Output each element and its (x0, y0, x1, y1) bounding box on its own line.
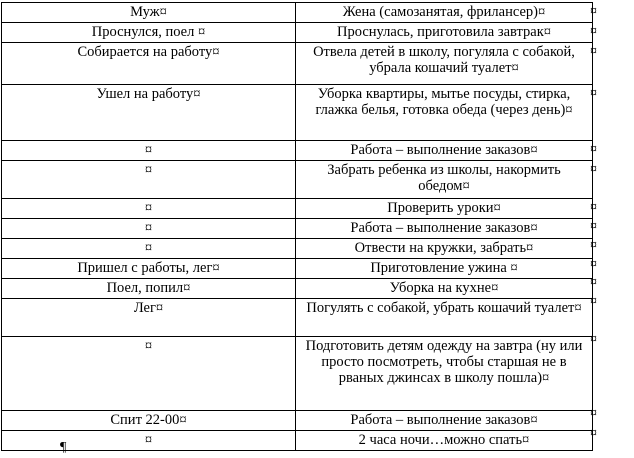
table-row (2, 259, 593, 279)
table-row (2, 431, 593, 451)
table-row (2, 199, 593, 219)
row-end-marker: ¤ (590, 142, 597, 157)
husband-cell[interactable]: Пришел с работы, лег¤ (2, 259, 296, 279)
row-end-marker: ¤ (590, 4, 597, 19)
husband-cell[interactable]: Проснулся, поел ¤ (2, 23, 296, 43)
husband-cell[interactable]: ¤ (2, 199, 296, 219)
row-end-marker: ¤ (590, 44, 597, 59)
schedule-table (1, 2, 593, 451)
row-end-marker: ¤ (590, 257, 597, 272)
row-end-marker: ¤ (590, 200, 597, 215)
wife-cell[interactable]: Забрать ребенка из школы, накормить обедом¤ (296, 161, 593, 199)
wife-cell[interactable]: Работа – выполнение заказов¤ (296, 411, 593, 431)
row-end-marker: ¤ (590, 86, 597, 101)
husband-cell[interactable]: ¤ (2, 239, 296, 259)
wife-cell[interactable]: Работа – выполнение заказов¤ (296, 141, 593, 161)
wife-cell[interactable]: Погулять с собакой, убрать кошачий туалет¤ (296, 299, 593, 337)
wife-cell[interactable]: Приготовление ужина ¤ (296, 259, 593, 279)
wife-cell[interactable]: Отвести на кружки, забрать¤ (296, 239, 593, 259)
table-row (2, 161, 593, 199)
row-end-marker: ¤ (590, 24, 597, 39)
row-end-marker: ¤ (590, 426, 597, 441)
table-row (2, 337, 593, 411)
husband-cell[interactable]: ¤ (2, 337, 296, 411)
husband-cell[interactable]: ¤ (2, 161, 296, 199)
wife-cell[interactable]: Подготовить детям одежду на завтра (ну или просто посмотреть, чтобы старшая не в рваных джинсах в школу пошла)¤ (296, 337, 593, 411)
husband-cell[interactable]: ¤ (2, 141, 296, 161)
wife-cell[interactable]: Проснулась, приготовила завтрак¤ (296, 23, 593, 43)
wife-cell[interactable]: Проверить уроки¤ (296, 199, 593, 219)
table-row (2, 23, 593, 43)
row-end-marker: ¤ (590, 219, 597, 234)
husband-cell[interactable]: Поел, попил¤ (2, 279, 296, 299)
row-end-marker: ¤ (590, 294, 597, 309)
husband-cell[interactable]: Лег¤ (2, 299, 296, 337)
row-end-marker: ¤ (590, 162, 597, 177)
header-husband[interactable]: Муж¤ (2, 3, 296, 23)
wife-cell[interactable]: Отвела детей в школу, погуляла с собакой, убрала кошачий туалет¤ (296, 43, 593, 85)
row-end-marker: ¤ (590, 332, 597, 347)
table-row (2, 141, 593, 161)
wife-cell[interactable]: 2 часа ночи…можно спать¤ (296, 431, 593, 451)
husband-cell[interactable]: Ушел на работу¤ (2, 85, 296, 141)
husband-cell[interactable]: ¤ (2, 431, 296, 451)
table-row (2, 85, 593, 141)
table-row (2, 411, 593, 431)
table-row (2, 299, 593, 337)
header-wife[interactable]: Жена (самозанятая, фрилансер)¤ (296, 3, 593, 23)
row-end-marker: ¤ (590, 406, 597, 421)
husband-cell[interactable]: Спит 22-00¤ (2, 411, 296, 431)
paragraph-mark: ¶ (60, 440, 67, 455)
table-row (2, 43, 593, 85)
husband-cell[interactable]: Собирается на работу¤ (2, 43, 296, 85)
table-row (2, 279, 593, 299)
table-row (2, 239, 593, 259)
wife-cell[interactable]: Уборка квартиры, мытье посуды, стирка, глажка белья, готовка обеда (через день)¤ (296, 85, 593, 141)
row-end-marker: ¤ (590, 275, 597, 290)
table-row (2, 219, 593, 239)
wife-cell[interactable]: Работа – выполнение заказов¤ (296, 219, 593, 239)
husband-cell[interactable]: ¤ (2, 219, 296, 239)
table-header-row (2, 3, 593, 23)
row-end-marker: ¤ (590, 238, 597, 253)
wife-cell[interactable]: Уборка на кухне¤ (296, 279, 593, 299)
